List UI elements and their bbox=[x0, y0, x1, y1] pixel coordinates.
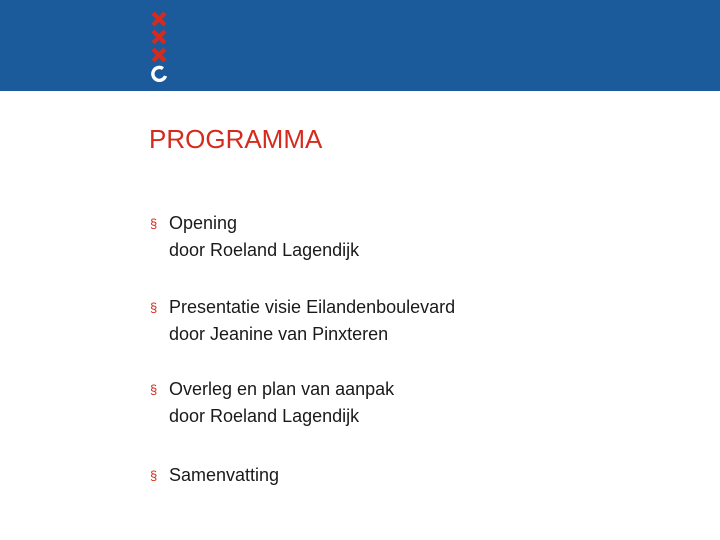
agenda-item-text bbox=[169, 376, 394, 430]
agenda-item-overleg bbox=[150, 376, 394, 430]
agenda-item-label: Opening bbox=[169, 213, 238, 233]
page-title: PROGRAMMA bbox=[149, 124, 323, 154]
agenda-item-detail: door Roeland Lagendijk bbox=[169, 240, 360, 260]
agenda-item-label: Presentatie visie Eilandenboulevard bbox=[169, 297, 456, 317]
bullet-icon: § bbox=[150, 382, 158, 397]
agenda-item-text bbox=[169, 294, 455, 348]
agenda-item-presentatie bbox=[150, 294, 455, 348]
agenda-item-text bbox=[169, 210, 359, 264]
amsterdam-xxx-logo-icon bbox=[150, 10, 168, 82]
bullet-icon: § bbox=[150, 216, 158, 231]
bullet-icon: § bbox=[150, 300, 158, 315]
agenda-item-label: Samenvatting bbox=[169, 465, 280, 485]
agenda-item-samenvatting bbox=[150, 462, 279, 489]
header-band bbox=[0, 0, 720, 91]
cross-icon-3 bbox=[153, 49, 165, 61]
agenda-item-text bbox=[169, 462, 279, 489]
cross-icon-1 bbox=[153, 13, 165, 25]
bullet-icon: § bbox=[150, 468, 158, 483]
agenda-item-label: Overleg en plan van aanpak bbox=[169, 379, 395, 399]
agenda-item-detail: door Roeland Lagendijk bbox=[169, 406, 360, 426]
cross-icon-2 bbox=[153, 31, 165, 43]
agenda-item-detail: door Jeanine van Pinxteren bbox=[169, 324, 389, 344]
agenda-item-opening bbox=[150, 210, 359, 264]
crescent-icon bbox=[153, 67, 166, 80]
